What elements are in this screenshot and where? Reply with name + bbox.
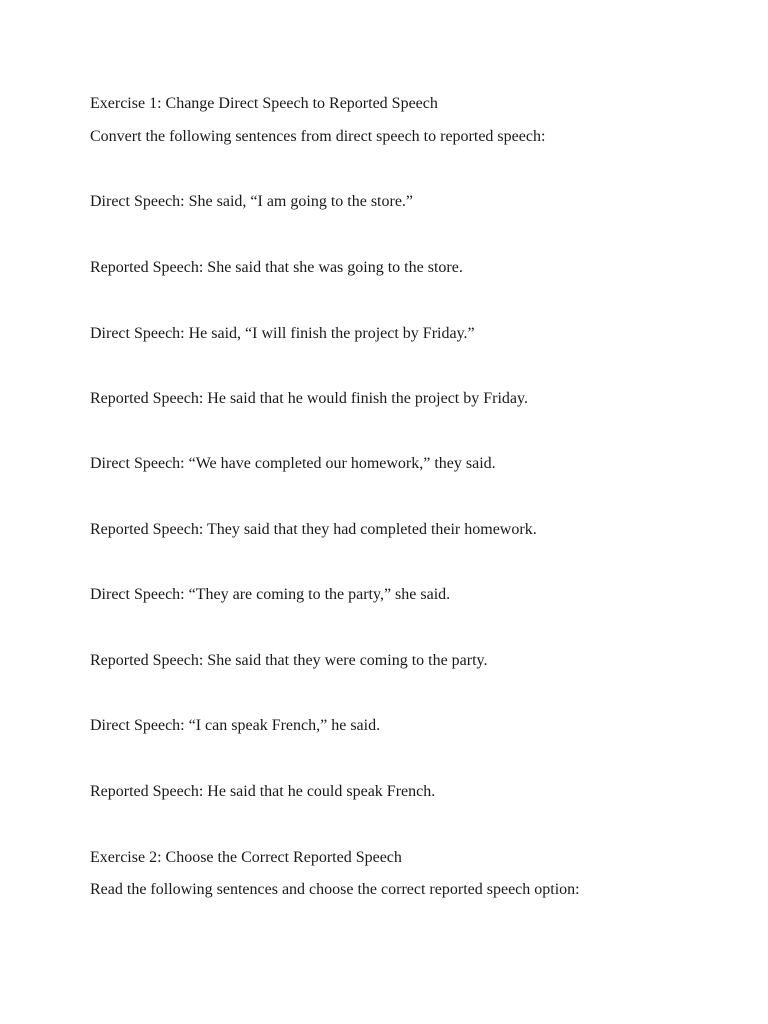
reported-speech-2: Reported Speech: He said that he would finish the project by Friday.: [90, 390, 528, 407]
direct-speech-1: Direct Speech: She said, “I am going to the store.”: [90, 193, 414, 210]
direct-speech-2: Direct Speech: He said, “I will finish the project by Friday.”: [90, 325, 475, 342]
reported-speech-1: Reported Speech: She said that she was going to the store.: [90, 259, 463, 276]
direct-speech-5: Direct Speech: “I can speak French,” he said.: [90, 717, 381, 734]
exercise-1-title: Exercise 1: Change Direct Speech to Reported Speech: [90, 95, 438, 112]
exercise-1-instruction: Convert the following sentences from direct speech to reported speech:: [90, 128, 546, 145]
reported-speech-3: Reported Speech: They said that they had completed their homework.: [90, 521, 537, 538]
direct-speech-3: Direct Speech: “We have completed our homework,” they said.: [90, 455, 496, 472]
reported-speech-4: Reported Speech: She said that they were coming to the party.: [90, 652, 488, 669]
exercise-2-title: Exercise 2: Choose the Correct Reported Speech: [90, 849, 402, 866]
direct-speech-4: Direct Speech: “They are coming to the party,” she said.: [90, 586, 451, 603]
exercise-2-instruction: Read the following sentences and choose the correct reported speech option:: [90, 881, 580, 898]
reported-speech-5: Reported Speech: He said that he could speak French.: [90, 783, 436, 800]
